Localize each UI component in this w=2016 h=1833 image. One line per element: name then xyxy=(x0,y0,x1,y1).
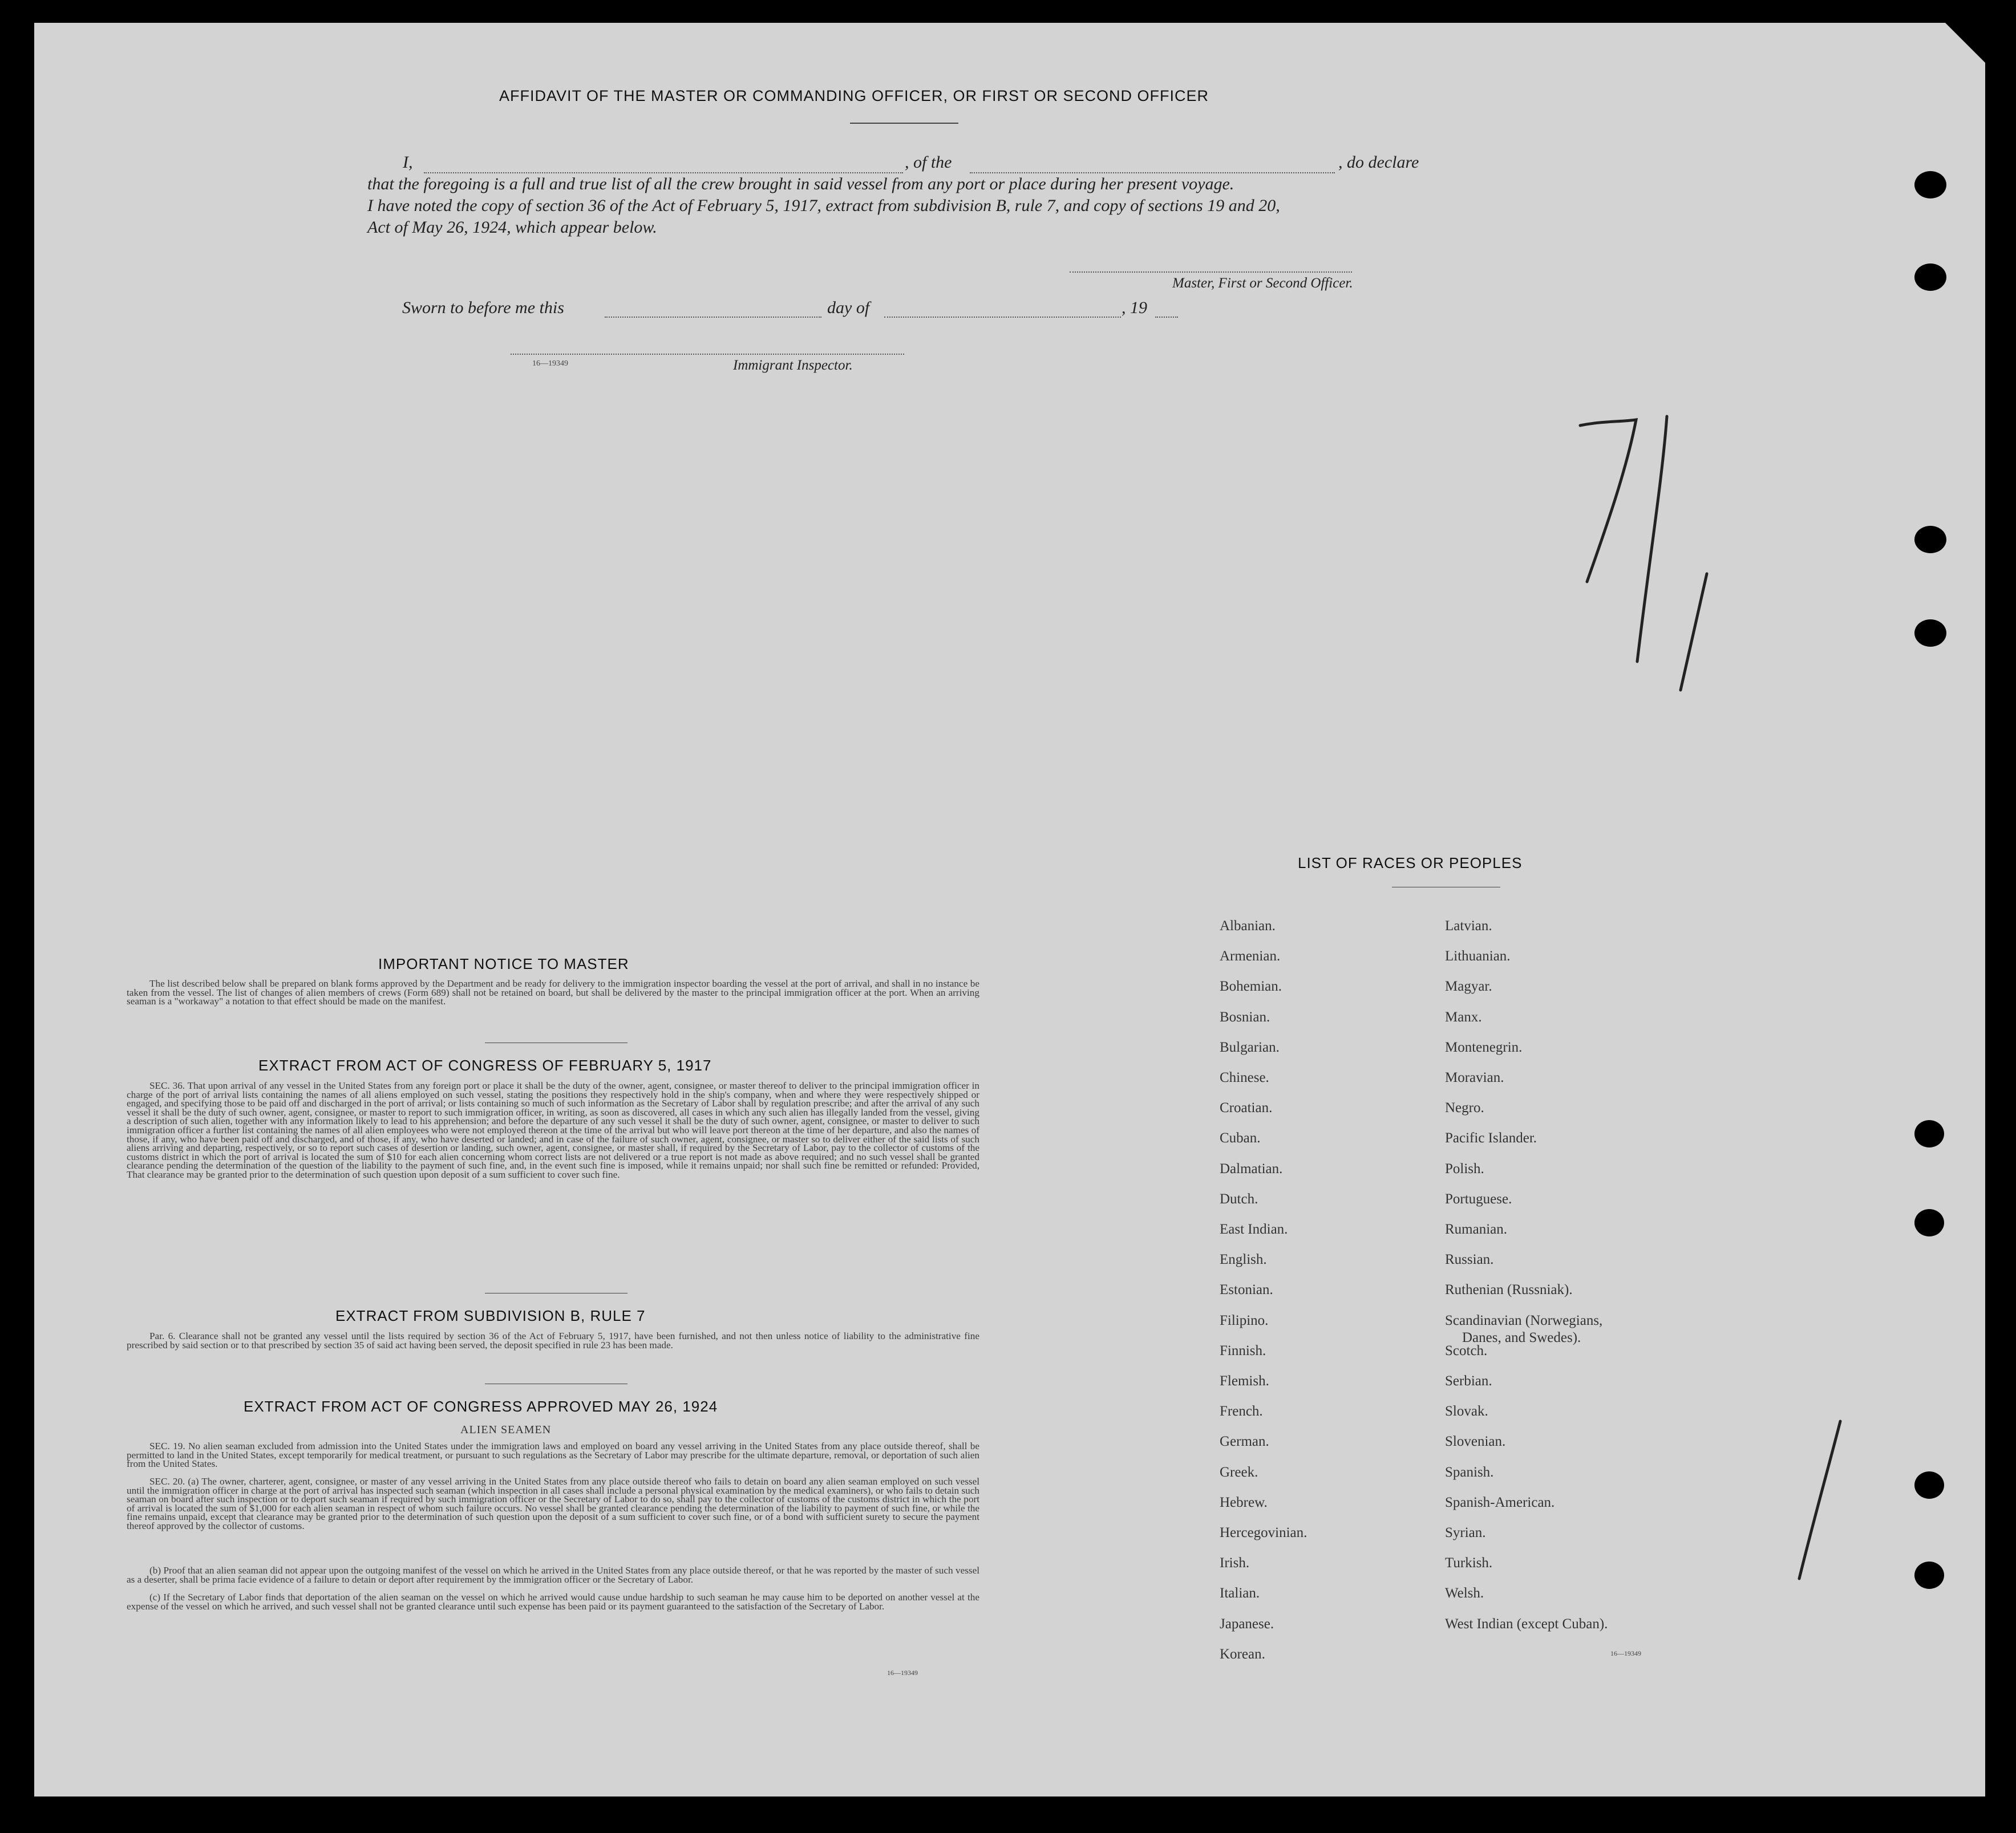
race-item: Irish. xyxy=(1220,1555,1250,1571)
race-item: Negro. xyxy=(1445,1100,1484,1116)
sworn-day-of: day of xyxy=(827,298,870,317)
extract-1924-sec20c: (c) If the Secretary of Labor finds that deportation of the alien seaman on the vessel on which he arrived would cause undue hardship to such seaman he may cause him to be deported on another vessel at the expense of the vessel on which he arrived, and such vessel shall not be granted clearance until such expense has been paid or its payment guaranteed to the satisfaction of the Secretary of Labor. xyxy=(127,1592,979,1612)
binder-hole xyxy=(1914,263,1946,291)
affidavit-line-1 xyxy=(403,153,413,172)
race-item: Lithuanian. xyxy=(1445,948,1511,964)
binder-hole xyxy=(1914,1562,1944,1589)
race-item: Spanish-American. xyxy=(1445,1494,1555,1510)
race-item: Flemish. xyxy=(1220,1373,1269,1389)
race-item: Spanish. xyxy=(1445,1464,1494,1480)
race-item: Cuban. xyxy=(1220,1130,1261,1146)
sworn-prefix: Sworn to before me this xyxy=(402,298,564,317)
binder-hole xyxy=(1914,171,1946,198)
sworn-year-blank[interactable] xyxy=(1155,317,1178,318)
race-item: Bulgarian. xyxy=(1220,1039,1280,1055)
race-item: Pacific Islander. xyxy=(1445,1130,1537,1146)
name-blank[interactable] xyxy=(424,172,903,173)
form-number-races: 16—19349 xyxy=(1610,1649,1641,1657)
race-item: Hebrew. xyxy=(1220,1494,1268,1510)
race-item: Korean. xyxy=(1220,1646,1265,1662)
race-item: Albanian. xyxy=(1220,918,1276,934)
race-item: Welsh. xyxy=(1445,1585,1484,1601)
race-item: French. xyxy=(1220,1404,1263,1420)
affidavit-line-2: that the foregoing is a full and true list of all the crew brought in said vessel from any port or place during her present voyage. xyxy=(367,175,1234,193)
extract-rule7-title: EXTRACT FROM SUBDIVISION B, RULE 7 xyxy=(335,1307,646,1324)
race-item: Turkish. xyxy=(1445,1555,1493,1571)
race-item: Polish. xyxy=(1445,1161,1484,1177)
race-item: Hercegovinian. xyxy=(1220,1525,1307,1540)
notice-title: IMPORTANT NOTICE TO MASTER xyxy=(378,955,629,972)
race-item: Danes, and Swedes). xyxy=(1462,1329,1581,1345)
race-item: Manx. xyxy=(1445,1009,1482,1025)
extract-1924-sec20a: SEC. 20. (a) The owner, charterer, agent, consignee, or master of any vessel arriving in the United States from any place outside thereof who fails to detain on board any alien seaman employed on such vessel until the immigration officer in charge at the port of arrival has inspected such seaman (which inspection in all cases shall include a personal physical examination by the medical examiners), or who fails to detain such seaman on board after such inspection or to deport such seaman if required by such immigration officer or the Secretary of Labor to do so, shall pay to the collector of customs of the customs district in which the port of arrival is located the sum of $1,000 for each alien seaman in respect of whom such failure occurs. No vessel shall be granted clearance pending the determination of the liability to payment of such fine, or while the fine remains unpaid, except that clearance may be granted prior to the determination of such question upon the deposit of a sum sufficient to cover such fine, or of a bond with sufficient surety to secure the payment thereof approved by the collector of customs. xyxy=(127,1476,979,1531)
handwritten-tick-mark xyxy=(1791,1414,1854,1585)
race-item: Bosnian. xyxy=(1220,1009,1270,1025)
inspector-signature-line[interactable] xyxy=(511,354,904,355)
race-item: Chinese. xyxy=(1220,1070,1269,1085)
race-item: Finnish. xyxy=(1220,1343,1266,1358)
race-item: German. xyxy=(1220,1434,1269,1450)
binder-hole xyxy=(1914,1209,1944,1236)
binder-hole xyxy=(1914,1471,1944,1499)
extract-1924-sec19: SEC. 19. No alien seaman excluded from admission into the United States under the immigration laws and employed on board any vessel arriving in the United States from any place outside thereof, shall be permitted to land in the United States, except temporarily for medical treatment, or pursuant to such regulations as the Secretary of Labor may prescribe for the ultimate departure, removal, or deportation of such alien from the United States. xyxy=(127,1441,979,1470)
affidavit-line-3: I have noted the copy of section 36 of the Act of February 5, 1917, extract from subdivision B, rule 7, and copy of sections 19 and 20, xyxy=(367,196,1280,215)
race-item: Portuguese. xyxy=(1445,1191,1512,1207)
race-item: Russian. xyxy=(1445,1252,1494,1268)
extract-1924-title: EXTRACT FROM ACT OF CONGRESS APPROVED MAY 26, 1924 xyxy=(244,1398,718,1415)
race-item: Montenegrin. xyxy=(1445,1039,1523,1055)
race-item: Armenian. xyxy=(1220,948,1281,964)
race-item: Latvian. xyxy=(1445,918,1492,934)
race-item: English. xyxy=(1220,1252,1267,1268)
race-item: Ruthenian (Russniak). xyxy=(1445,1282,1573,1298)
race-item: Serbian. xyxy=(1445,1373,1492,1389)
binder-hole xyxy=(1914,526,1946,553)
extract-rule7-text: Par. 6. Clearance shall not be granted any vessel until the lists required by section 36 of the Act of February 5, 1917, have been furnished, and not then unless notice of liability to the administrative fine prescribed by said section or to that prescribed by section 35 of said act having been served, the deposit specified in rule 23 has been made. xyxy=(127,1331,979,1351)
race-item: Syrian. xyxy=(1445,1525,1486,1540)
race-item: Croatian. xyxy=(1220,1100,1273,1116)
do-declare-label: , do declare xyxy=(1338,153,1419,172)
binder-hole xyxy=(1914,619,1946,647)
race-item: Rumanian. xyxy=(1445,1222,1508,1237)
extract-1917-title: EXTRACT FROM ACT OF CONGRESS OF FEBRUARY 5, 1917 xyxy=(258,1057,712,1074)
title-underline xyxy=(850,123,958,124)
inspector-caption: Immigrant Inspector. xyxy=(733,358,853,373)
affidavit-line-4: Act of May 26, 1924, which appear below. xyxy=(367,218,657,237)
race-item: West Indian (except Cuban). xyxy=(1445,1616,1608,1632)
sworn-year: , 19 xyxy=(1122,298,1147,317)
affidavit-i: I, xyxy=(403,153,413,172)
document-sheet xyxy=(34,23,1985,1796)
binder-hole xyxy=(1914,1120,1944,1147)
race-item: Greek. xyxy=(1220,1464,1258,1480)
affidavit-title: AFFIDAVIT OF THE MASTER OR COMMANDING OFFICER, OR FIRST OR SECOND OFFICER xyxy=(499,87,1209,104)
master-signature-caption: Master, First or Second Officer. xyxy=(1172,275,1353,291)
race-item: Italian. xyxy=(1220,1585,1260,1601)
race-item: Japanese. xyxy=(1220,1616,1274,1632)
handwritten-page-number xyxy=(1535,394,1717,701)
of-the-label: , of the xyxy=(905,153,952,172)
race-item: East Indian. xyxy=(1220,1222,1288,1237)
race-item: Magyar. xyxy=(1445,979,1492,995)
notice-text: The list described below shall be prepared on blank forms approved by the Department and be ready for delivery to the immigration inspector boarding the vessel at the port of arrival, and shall in no instance be taken from the vessel. The list of changes of alien members of crews (Form 689) shall not be retained on board, but shall be delivered by the master to the principal immigration officer at the port. When an arriving seaman is a "workaway" a notation to that effect should be made on the manifest. xyxy=(127,978,979,1007)
race-item: Filipino. xyxy=(1220,1312,1269,1328)
race-item: Scandinavian (Norwegians, xyxy=(1445,1312,1603,1328)
alien-seamen-subtitle: ALIEN SEAMEN xyxy=(460,1424,552,1436)
race-item: Bohemian. xyxy=(1220,979,1282,995)
races-title: LIST OF RACES OR PEOPLES xyxy=(1298,854,1523,871)
master-signature-line[interactable] xyxy=(1070,271,1352,273)
extract-1917-text: SEC. 36. That upon arrival of any vessel in the United States from any foreign port or place it shall be the duty of the owner, agent, consignee, or master thereof to deliver to the principal immigration officer in charge of the port of arrival lists containing the names of all aliens employed on such vessel, stating the positions they respectively hold in the ship's company, when and where they were respectively shipped or engaged, and specifying those to be paid off and discharged in the port of arrival; or lists containing so much of such information as the Secretary of Labor shall by regulation prescribe; and after the arrival of any such vessel it shall be the duty of such owner, agent, consignee, or master to report to such immigration officer, in writing, as soon as discovered, all cases in which any such alien has illegally landed from the vessel, giving a description of such alien, together with any information likely to lead to his apprehension; and before the departure of any such vessel it shall be the duty of such owner, agent, consignee, or master to deliver to such immigration officer a further list containing the names of all alien employees who were not employed thereon at the time of the arrival but who will leave port thereon at the time of her departure, and also the names of those, if any, who have been paid off and discharged, and of those, if any, who have deserted or landed; and in case of the failure of such owner, agent, consignee, or master so to deliver either of the said lists of such aliens arriving and departing, respectively, or so to report such cases of desertion or landing, such owner, agent, consignee, or master shall, if required by the Secretary of Labor, pay to the collector of customs of the customs district in which the port of arrival is located the sum of $10 for each alien concerning whom correct lists are not delivered or a true report is not made as above required; and no such vessel shall be granted clearance pending the determination of the question of the liability to the payment of such fine, and, in the event such fine is imposed, while it remains unpaid; nor shall such fine be remitted or refunded: Provided, That clearance may be granted prior to the determination of such question upon deposit of a sum sufficient to cover such fine. xyxy=(127,1080,979,1180)
folded-corner xyxy=(1945,23,1985,63)
sworn-day-blank[interactable] xyxy=(605,317,821,318)
race-item: Slovenian. xyxy=(1445,1434,1506,1450)
extract-1924-sec20b: (b) Proof that an alien seaman did not appear upon the outgoing manifest of the vessel on which he arrived in the United States from any place outside thereof, or that he was reported by the master of such vessel as a deserter, shall be prima facie evidence of a failure to detain or deport after requirement by the immigration officer or the Secretary of Labor. xyxy=(127,1565,979,1585)
form-number-top: 16—19349 xyxy=(532,359,568,368)
sworn-month-blank[interactable] xyxy=(884,317,1121,318)
vessel-blank[interactable] xyxy=(970,172,1335,173)
race-item: Moravian. xyxy=(1445,1070,1504,1085)
race-item: Dutch. xyxy=(1220,1191,1258,1207)
race-item: Slovak. xyxy=(1445,1404,1488,1420)
form-number-bottom-left: 16—19349 xyxy=(887,1669,918,1677)
race-item: Scotch. xyxy=(1445,1343,1488,1358)
race-item: Dalmatian. xyxy=(1220,1161,1283,1177)
race-item: Estonian. xyxy=(1220,1282,1273,1298)
